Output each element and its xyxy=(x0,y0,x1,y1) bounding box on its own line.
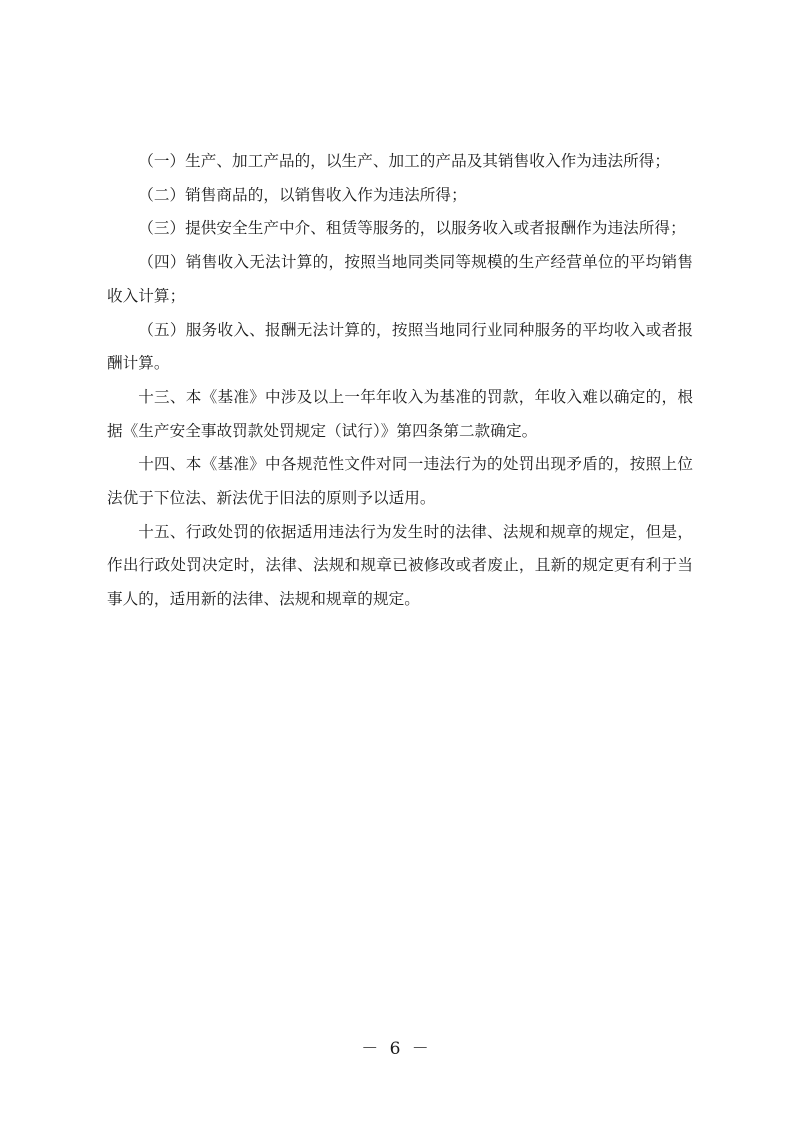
paragraph-item-2: （二）销售商品的，以销售收入作为违法所得； xyxy=(138,185,467,204)
paragraph-item-3: （三）提供安全生产中介、租赁等服务的，以服务收入或者报酬作为违法所得； xyxy=(138,219,686,238)
paragraph-item-4: （四）销售收入无法计算的，按照当地同类同等规模的生产经营单位的平均销售收入计算； xyxy=(107,253,693,305)
paragraph-article-15: 十五、行政处罚的依据适用违法行为发生时的法律、法规和规章的规定，但是，作出行政处罚决定时，法律、法规和规章已被修改或者废止，且新的规定更有利于当事人的，适用新的法律、法规和规章的规定。 xyxy=(107,522,693,609)
paragraph-article-13: 十三、本《基准》中涉及以上一年年收入为基准的罚款，年收入难以确定的，根据《生产安全事故罚款处罚规定（试行）》第四条第二款确定。 xyxy=(107,387,693,440)
document-body xyxy=(107,145,693,617)
paragraph-article-14: 十四、本《基准》中各规范性文件对同一违法行为的处罚出现矛盾的，按照上位法优于下位法、新法优于旧法的原则予以适用。 xyxy=(107,455,693,508)
page-number: － 6 － xyxy=(361,1039,432,1059)
paragraph-item-1: （一）生产、加工产品的，以生产、加工的产品及其销售收入作为违法所得； xyxy=(138,152,671,170)
paragraph-item-5: （五）服务收入、报酬无法计算的，按照当地同行业同种服务的平均收入或者报酬计算。 xyxy=(107,320,693,373)
